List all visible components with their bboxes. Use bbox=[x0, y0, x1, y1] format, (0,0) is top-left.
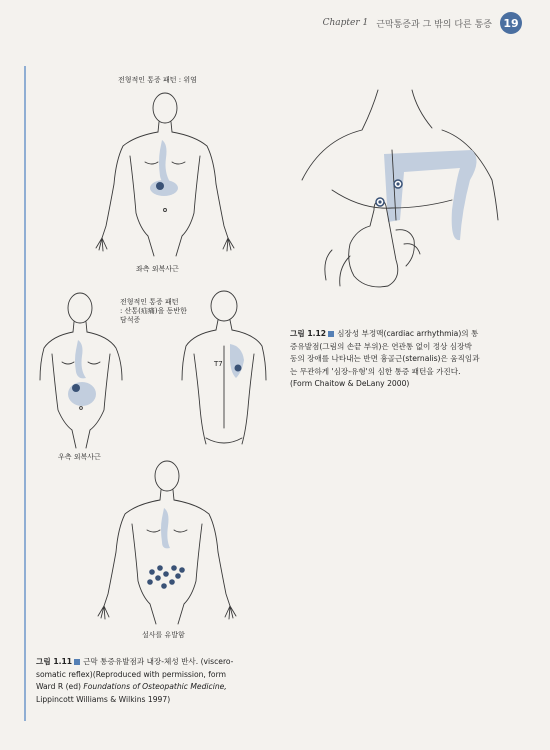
fig3-bottom-label: 설사를 유발함 bbox=[142, 631, 185, 639]
trigger-point-cluster bbox=[147, 565, 185, 589]
fig2-label-line2: : 산통(疝痛)을 동반한 bbox=[120, 306, 187, 315]
caption-1-11-line3-pre: Ward R (ed) bbox=[36, 682, 84, 692]
caption-1-11-key: 그림 1.11 bbox=[36, 657, 73, 666]
page-number: 19 bbox=[500, 12, 522, 34]
caption-1-12-line5: (Form Chaitow & DeLany 2000) bbox=[290, 379, 410, 389]
margin-rule bbox=[24, 66, 26, 721]
caption-figure-1-12 bbox=[290, 328, 515, 391]
fig1-bottom-label: 좌측 외복사근 bbox=[136, 265, 179, 273]
fig2-label-line1: 전형적인 통증 패턴 bbox=[120, 298, 179, 306]
fig2-label bbox=[120, 298, 187, 324]
chapter-label: Chapter 1 bbox=[322, 18, 369, 28]
torso-back-figure-2 bbox=[180, 288, 270, 448]
caption-1-12-text1: 심장성 부정맥(cardiac arrhythmia)의 통 bbox=[337, 329, 479, 338]
chapter-title: 근막통증과 그 밖의 다른 통증 bbox=[376, 19, 492, 30]
torso-front-figure-2 bbox=[38, 290, 128, 450]
caption-1-12-key: 그림 1.12 bbox=[290, 329, 327, 338]
caption-1-11-book-title: Foundations of Osteopathic Medicine, bbox=[83, 682, 227, 692]
caption-1-11-line1 bbox=[36, 656, 286, 669]
caption-1-11-line3 bbox=[36, 681, 286, 694]
caption-square-icon bbox=[74, 659, 80, 665]
caption-figure-1-11 bbox=[36, 656, 286, 706]
caption-1-12-line3: 동의 장애를 나타내는 반면 흉골근(sternalis)은 움직임과 bbox=[290, 354, 480, 364]
caption-1-12-line4: 는 무관하게 '심장-유형'의 심한 통증 패턴을 가진다. bbox=[290, 366, 461, 376]
chest-hand-figure bbox=[292, 80, 502, 290]
torso-front-figure-3 bbox=[92, 456, 242, 626]
fig1-top-label: 전형적인 통증 패턴 : 위염 bbox=[118, 76, 197, 84]
page-header bbox=[323, 10, 522, 36]
caption-1-12-line1 bbox=[290, 328, 515, 341]
caption-1-11-text1: 근막 통증유발점과 내장-체성 반사. (viscero- bbox=[83, 657, 234, 666]
torso-front-figure-1 bbox=[90, 88, 240, 258]
caption-1-12-line2: 증유발점(그림의 손끝 부위)은 연관통 없이 정상 심장박 bbox=[290, 341, 472, 351]
vertebra-label: T7 bbox=[214, 360, 223, 368]
caption-1-11-line4: Lippincott Williams & Wilkins 1997) bbox=[36, 694, 171, 704]
caption-1-11-line2: somatic reflex)(Reproduced with permission, form bbox=[36, 669, 226, 679]
caption-square-icon bbox=[328, 331, 334, 337]
fig2-bottom-label: 우측 외복사근 bbox=[58, 453, 101, 461]
fig2-label-line3: 담석증 bbox=[120, 315, 141, 324]
